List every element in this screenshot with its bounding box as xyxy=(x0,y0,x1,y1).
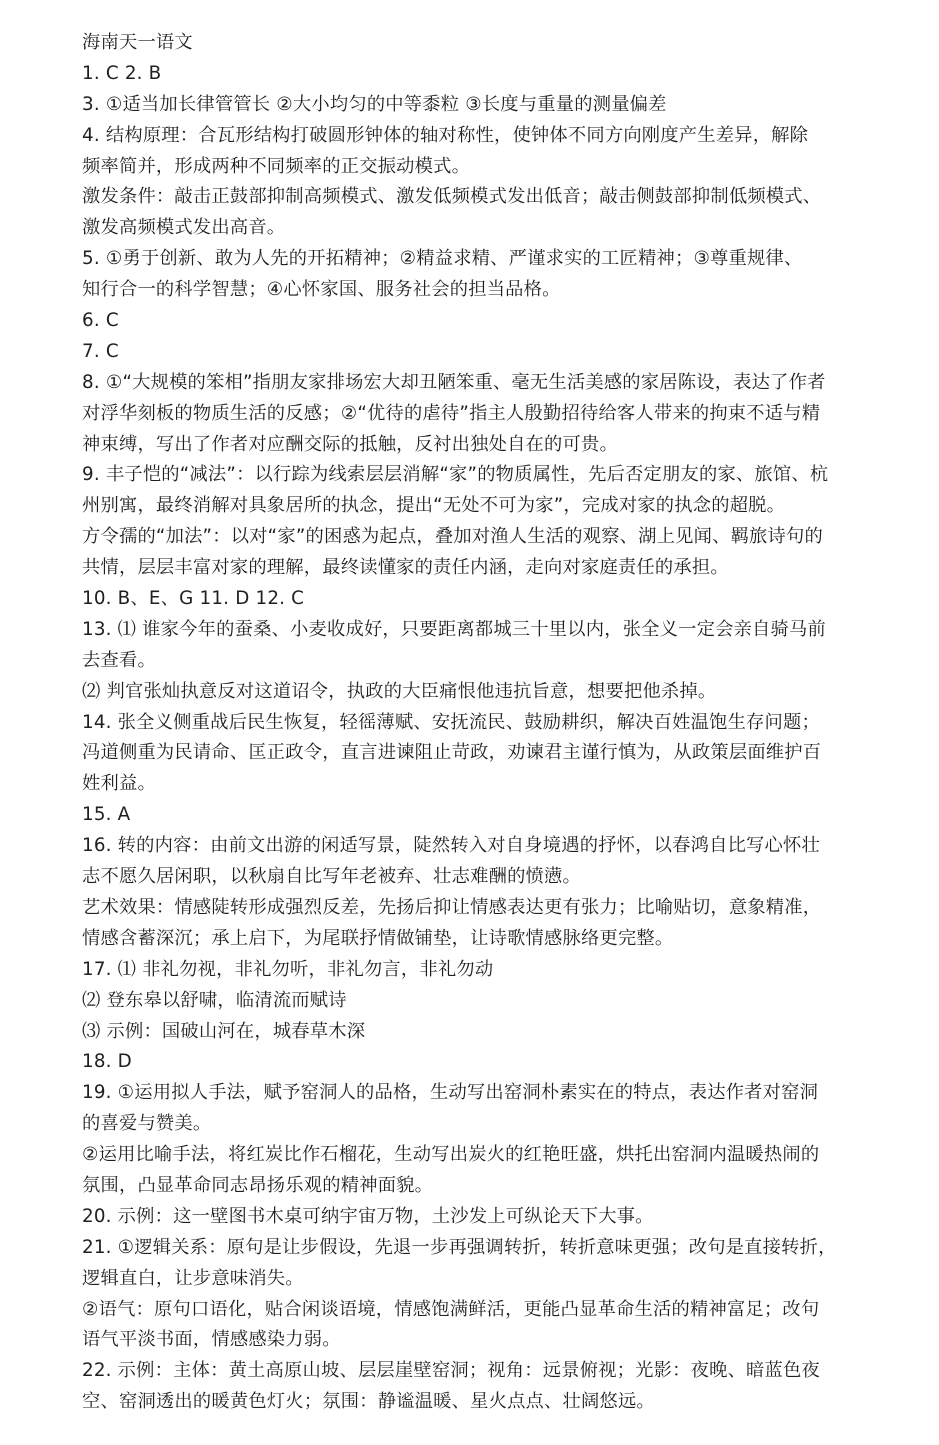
text-line: 冯道侧重为民请命、匡正政令，直言进谏阻止苛政，劝谏君主谨行慎为，从政策层面维护百 xyxy=(82,742,822,764)
text-line: 激发条件：敲击正鼓部抑制高频模式、激发低频模式发出低音；敲击侧鼓部抑制低频模式、 xyxy=(82,186,822,208)
text-line: 20. 示例：这一壁图书木桌可纳宇宙万物，土沙发上可纵论天下大事。 xyxy=(82,1205,654,1227)
text-line: 13. ⑴ 谁家今年的蚕桑、小麦收成好，只要距离都城三十里以内，张全义一定会亲自骑马前 xyxy=(82,618,826,640)
text-line: 州别寓，最终消解对具象居所的执念，提出“无处不可为家”，完成对家的执念的超脱。 xyxy=(82,495,786,517)
text-line: 15. A xyxy=(82,804,131,826)
text-line: 神束缚，写出了作者对应酬交际的抵触，反衬出独处自在的可贵。 xyxy=(82,433,618,455)
text-line: 10. B、E、G 11. D 12. C xyxy=(82,588,305,610)
document-title: 海南天一语文 xyxy=(82,32,193,53)
text-line: 情感含蓄深沉；承上启下，为尾联抒情做铺垫，让诗歌情感脉络更完整。 xyxy=(82,927,674,949)
text-line: 共情，层层丰富对家的理解，最终读懂家的责任内涵，走向对家庭责任的承担。 xyxy=(82,557,729,579)
text-line: 对浮华刻板的物质生活的反感；②“优待的虐待”指主人殷勤招待给客人带来的拘束不适与精 xyxy=(82,402,821,424)
text-line: 逻辑直白，让步意味消失。 xyxy=(82,1267,304,1289)
text-line: 3. ①适当加长律管管长 ②大小均匀的中等黍粒 ③长度与重量的测量偏差 xyxy=(82,93,667,115)
text-line: 16. 转的内容：由前文出游的闲适写景，陡然转入对自身境遇的抒怀，以春鸿自比写心怀壮 xyxy=(82,835,820,857)
text-line: 志不愿久居闲职，以秋扇自比写年老被弃、壮志难酬的愤懑。 xyxy=(82,866,581,888)
text-line: 6. C xyxy=(82,310,119,332)
text-line: ⑵ 登东皋以舒啸，临清流而赋诗 xyxy=(82,989,347,1011)
text-line: 9. 丰子恺的“减法”：以行踪为线索层层消解“家”的物质属性，先后否定朋友的家、旅馆、杭 xyxy=(82,464,829,486)
text-line: 7. C xyxy=(82,340,119,362)
text-line: 1. C 2. B xyxy=(82,62,162,84)
text-line: 4. 结构原理：合瓦形结构打破圆形钟体的轴对称性，使钟体不同方向刚度产生差异，解除 xyxy=(82,124,809,146)
text-line: 8. ①“大规模的笨相”指朋友家排场宏大却丑陋笨重、毫无生活美感的家居陈设，表达了作者 xyxy=(82,371,826,393)
text-line: 14. 张全义侧重战后民生恢复，轻徭薄赋、安抚流民、鼓励耕织，解决百姓温饱生存问题； xyxy=(82,711,820,733)
text-line: 21. ①逻辑关系：原句是让步假设，先退一步再强调转折，转折意味更强；改句是直接转折， xyxy=(82,1236,837,1258)
text-line: 19. ①运用拟人手法，赋予窑洞人的品格，生动写出窑洞朴素实在的特点，表达作者对窑洞 xyxy=(82,1082,819,1104)
text-line: 艺术效果：情感陡转形成强烈反差，先扬后抑让情感表达更有张力；比喻贴切，意象精准， xyxy=(82,896,822,918)
text-line: 语气平淡书面，情感感染力弱。 xyxy=(82,1329,341,1351)
text-line: 频率简并，形成两种不同频率的正交振动模式。 xyxy=(82,155,471,177)
text-line: 去查看。 xyxy=(82,649,156,671)
text-line: 22. 示例：主体：黄土高原山坡、层层崖壁窑洞；视角：远景俯视；光影：夜晚、暗蓝色夜 xyxy=(82,1360,820,1382)
text-line: 的喜爱与赞美。 xyxy=(82,1113,212,1135)
text-line: 18. D xyxy=(82,1051,132,1073)
text-line: 姓利益。 xyxy=(82,773,156,795)
text-line: ②语气：原句口语化，贴合闲谈语境，情感饱满鲜活，更能凸显革命生活的精神富足；改句 xyxy=(82,1298,820,1320)
text-line: 氛围，凸显革命同志昂扬乐观的精神面貌。 xyxy=(82,1174,434,1196)
text-line: 5. ①勇于创新、敢为人先的开拓精神；②精益求精、严谨求实的工匠精神；③尊重规律、 xyxy=(82,248,803,270)
text-line: 空、窑洞透出的暖黄色灯火；氛围：静谧温暖、星火点点、壮阔悠远。 xyxy=(82,1391,655,1413)
text-line: 17. ⑴ 非礼勿视，非礼勿听，非礼勿言，非礼勿动 xyxy=(82,958,494,980)
text-line: 激发高频模式发出高音。 xyxy=(82,217,286,239)
text-line: ②运用比喻手法，将红炭比作石榴花，生动写出炭火的红艳旺盛，烘托出窑洞内温暖热闹的 xyxy=(82,1144,820,1166)
answer-document xyxy=(82,28,908,1418)
text-line: ⑵ 判官张灿执意反对这道诏令，执政的大臣痛恨他违抗旨意，想要把他杀掉。 xyxy=(82,680,717,702)
text-line: ⑶ 示例：国破山河在，城春草木深 xyxy=(82,1020,366,1042)
text-line: 方令孺的“加法”：以对“家”的困惑为起点，叠加对渔人生活的观察、湖上见闻、羁旅诗句的 xyxy=(82,526,823,548)
text-line: 知行合一的科学智慧；④心怀家国、服务社会的担当品格。 xyxy=(82,279,561,301)
